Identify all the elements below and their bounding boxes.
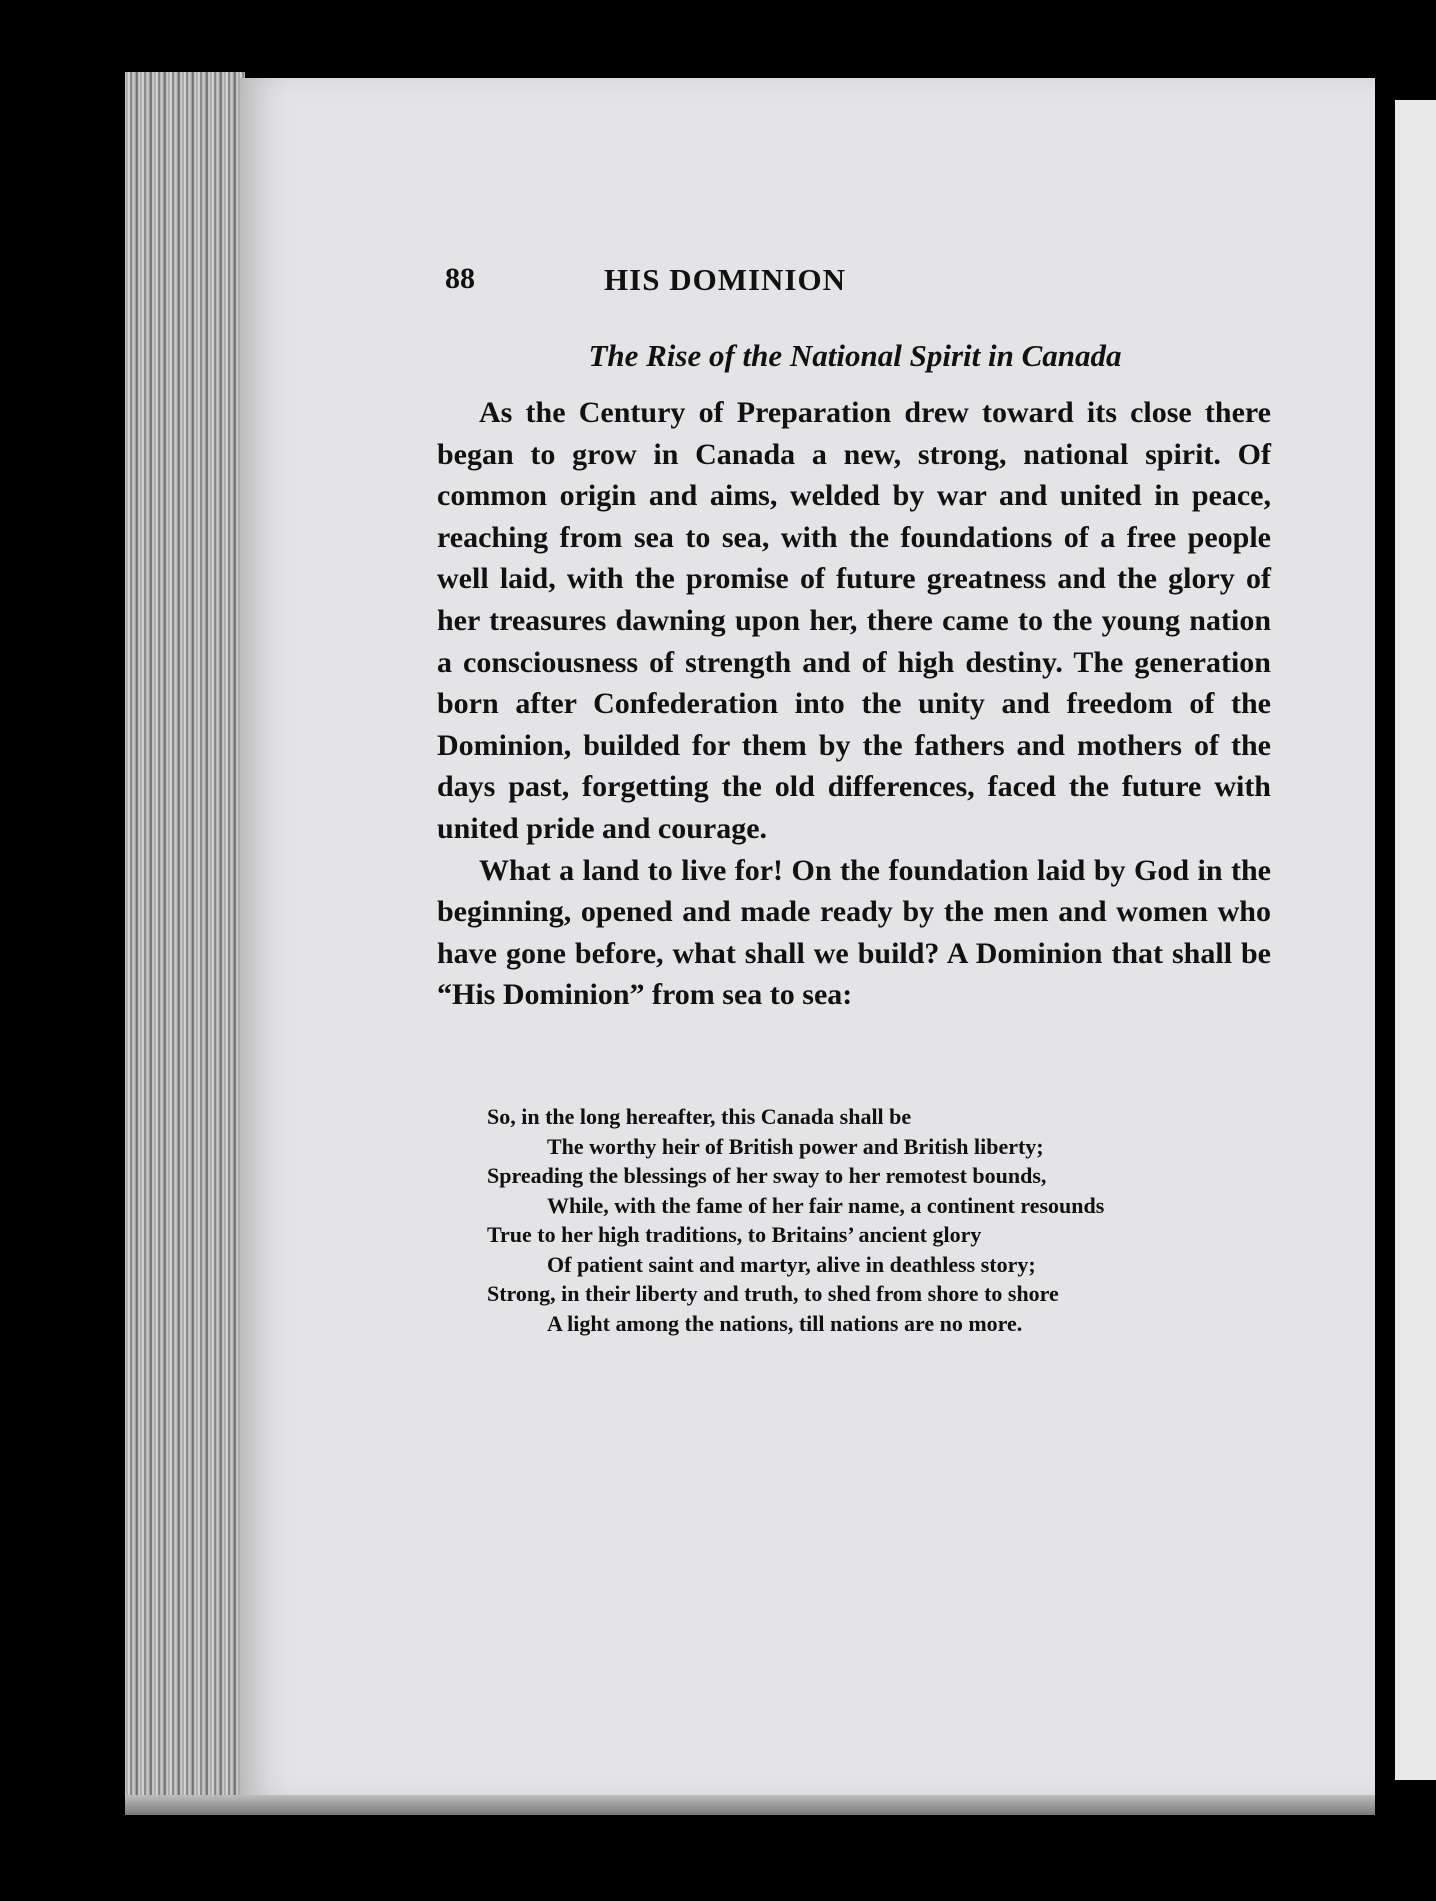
facing-page-strip [1395, 100, 1436, 1780]
poem-line: True to her high traditions, to Britains’ ancient glory [487, 1222, 982, 1247]
poem [487, 1102, 1267, 1338]
poem-line: So, in the long hereafter, this Canada shall be [487, 1104, 912, 1129]
poem-line: Of patient saint and martyr, alive in deathless story; [547, 1251, 1036, 1277]
poem-line: The worthy heir of British power and British liberty; [547, 1133, 1044, 1159]
page-bottom-edge [125, 1795, 1375, 1815]
paragraph: What a land to live for! On the foundation laid by God in the beginning, opened and made ready by the men and women who have gone before, what shall we build? A Dominion that shall be “His Dominion” from sea to sea: [437, 853, 1271, 1012]
body-text [437, 392, 1271, 1016]
poem-line: Spreading the blessings of her sway to her remotest bounds, [487, 1163, 1047, 1188]
page-header [445, 262, 1011, 302]
section-title: The Rise of the National Spirit in Canada [588, 338, 1122, 373]
page-edges [125, 72, 245, 1802]
poem-line: Strong, in their liberty and truth, to shed from shore to shore [487, 1281, 1059, 1306]
poem-line: While, with the fame of her fair name, a continent resounds [547, 1192, 1105, 1218]
paragraph: As the Century of Preparation drew toward its close there began to grow in Canada a new, strong, national spirit. Of common origin and aims, welded by war and united in peace, reaching from sea to sea, with the foundations of a free people well laid, with the promise of future greatness and the glory of her treasures dawning upon her, there came to the young nation a consciousness of strength and of high destiny. The generation born after Confederation into the unity and freedom of the Dominion, builded for them by the fathers and mothers of the days past, forgetting the old differences, faced the future with united pride and courage. [437, 396, 1271, 845]
poem-line: A light among the nations, till nations are no more. [547, 1310, 1023, 1336]
running-head: HIS DOMINION [604, 262, 846, 297]
page-number: 88 [445, 262, 475, 295]
